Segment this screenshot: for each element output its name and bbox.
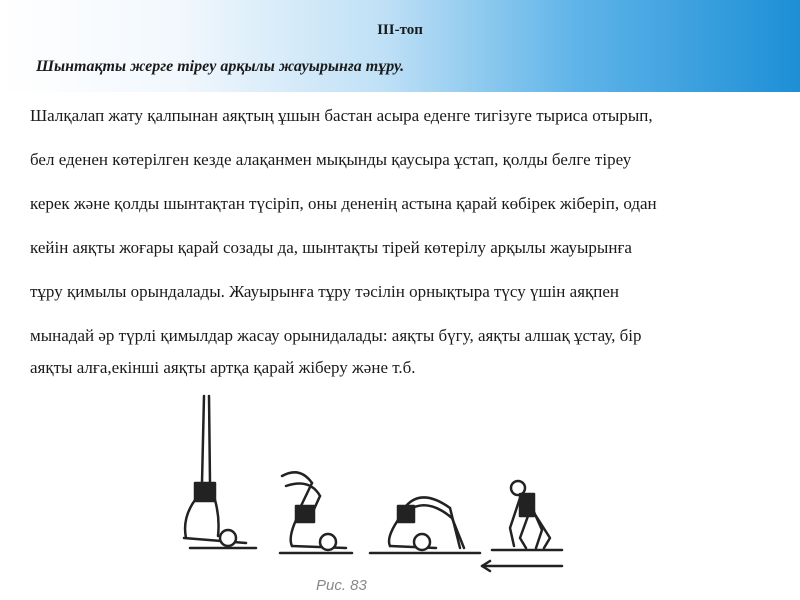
figure-caption: Рис. 83 (316, 577, 367, 594)
slide-title: III-топ (377, 22, 423, 38)
figure-shoulder-stand (184, 396, 256, 548)
paragraph-line: мынадай әр түрлі қимылдар жасау орынидалады: аяқты бүгу, аяқты алшақ ұстау, бір (30, 326, 642, 345)
paragraph-line: аяқты алға,екінші аяқты артқа қарай жіберу және т.б. (30, 358, 416, 377)
paragraph-line: Шалқалап жату қалпынан аяқтың ұшын бастан асыра еденге тигізуге тыриса отырып, (30, 106, 653, 125)
figure-standing-up (482, 481, 562, 571)
paragraph-line: керек және қолды шынтақтан түсіріп, оны дененің астына қарай көбірек жіберіп, одан (30, 194, 657, 213)
paragraph-line: тұру қимылы орындалады. Жауырынға тұру тәсілін орнықтыра түсу үшін аяқпен (30, 282, 620, 301)
figure-plough (370, 497, 480, 553)
exercise-illustration (160, 388, 580, 573)
paragraph-line: бел еденен көтерілген кезде алақанмен мықынды қаусыра ұстап, қолды белге тіреу (30, 150, 632, 169)
figure-legs-bent (280, 472, 352, 553)
header-gradient-band (0, 0, 800, 92)
paragraph-line: кейін аяқты жоғары қарай созады да, шынтақты тірей көтерілу арқылы жауырынға (30, 238, 632, 257)
slide-subtitle: Шынтақты жерге тіреу арқылы жауырынға тұру. (36, 58, 405, 75)
